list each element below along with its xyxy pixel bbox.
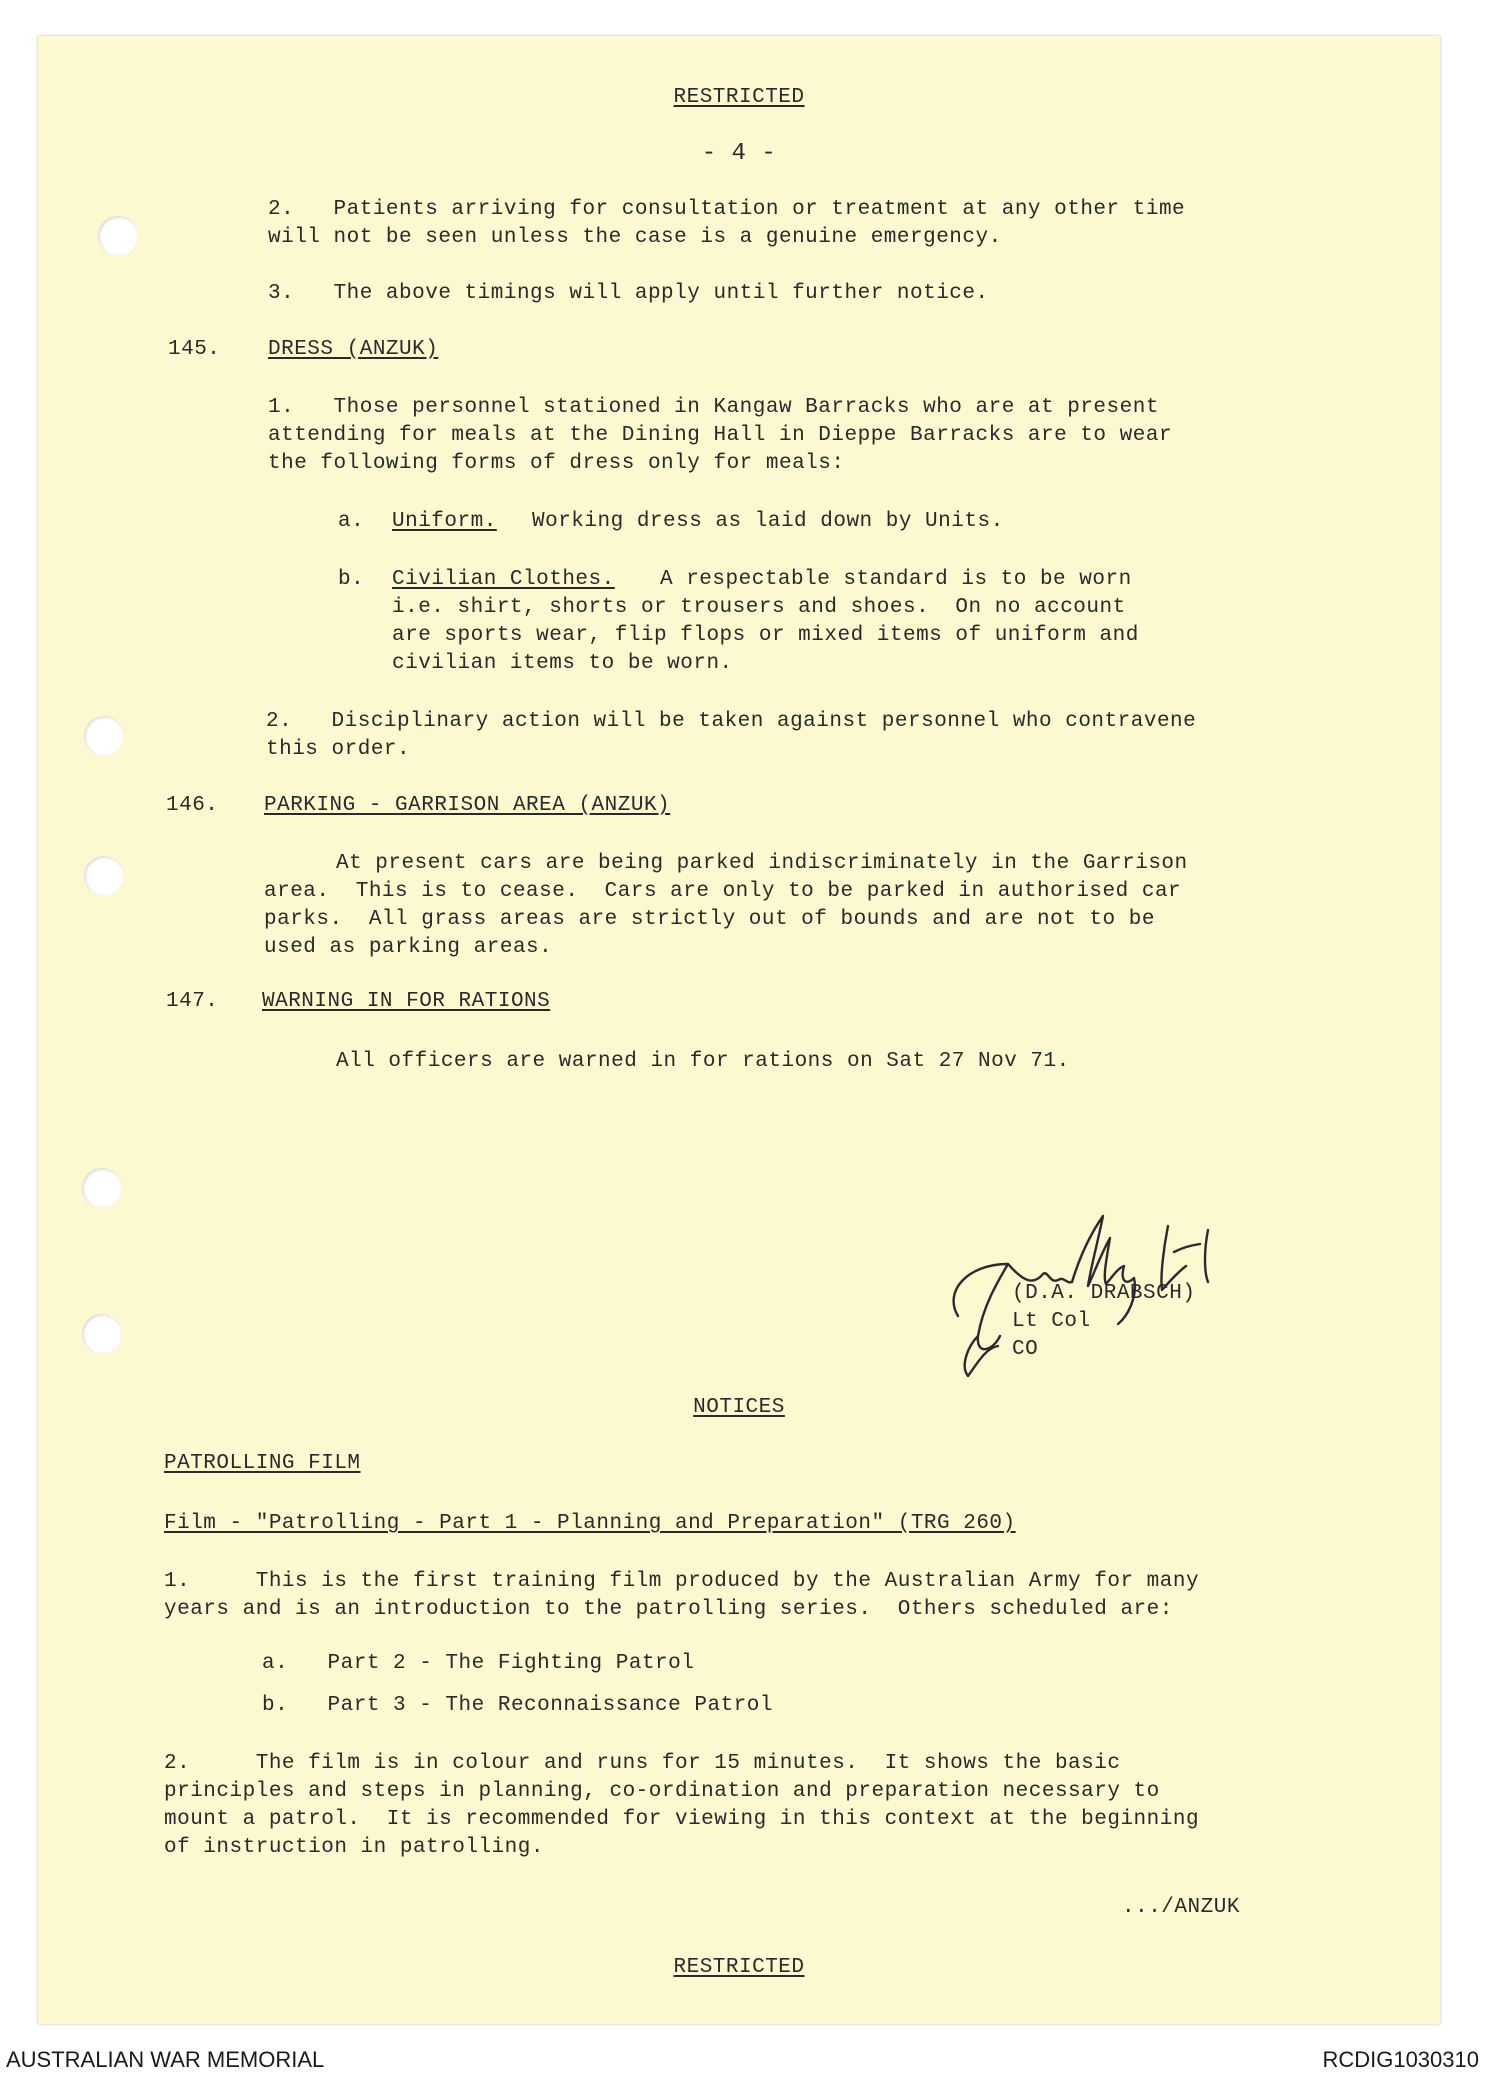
- item-146-text: used as parking areas.: [264, 936, 553, 959]
- notices-heading: NOTICES: [693, 1396, 785, 1419]
- subitem-text: i.e. shirt, shorts or trousers and shoes. On no account: [392, 596, 1126, 619]
- classification-header: RESTRICTED: [673, 86, 805, 109]
- notice-list-item: b. Part 3 - The Reconnaissance Patrol: [262, 1694, 773, 1717]
- punch-hole: [82, 1168, 122, 1208]
- page-number: - 4 -: [701, 140, 777, 167]
- item-number: 147.: [166, 990, 219, 1013]
- item-number: 145.: [168, 338, 221, 361]
- item-145-para-2: 2. Disciplinary action will be taken against personnel who contravene: [266, 710, 1197, 733]
- subitem-text: A respectable standard is to be worn: [660, 568, 1132, 591]
- notice-list-item: a. Part 2 - The Fighting Patrol: [262, 1652, 695, 1675]
- notice-para-2: of instruction in patrolling.: [164, 1836, 544, 1859]
- item-title: PARKING - GARRISON AREA (ANZUK): [264, 794, 671, 817]
- classification-footer: RESTRICTED: [673, 1956, 805, 1979]
- item-145-para-1: attending for meals at the Dining Hall in Dieppe Barracks are to wear: [268, 424, 1173, 447]
- film-title: Film - "Patrolling - Part 1 - Planning and Preparation" (TRG 260): [164, 1512, 1016, 1535]
- item-144-para-2: 2. Patients arriving for consultation or treatment at any other time: [268, 198, 1186, 221]
- subitem-label: b.: [338, 568, 365, 591]
- notice-para-1: 1. This is the first training film produced by the Australian Army for many: [164, 1570, 1200, 1593]
- signatory-rank: Lt Col: [1012, 1310, 1091, 1333]
- subitem-label: a.: [338, 510, 365, 533]
- item-147-text: All officers are warned in for rations on Sat 27 Nov 71.: [336, 1050, 1070, 1073]
- notice-para-2: mount a patrol. It is recommended for viewing in this context at the beginning: [164, 1808, 1200, 1831]
- item-145-para-1: the following forms of dress only for meals:: [268, 452, 845, 475]
- item-145-para-1: 1. Those personnel stationed in Kangaw Barracks who are at present: [268, 396, 1159, 419]
- subitem-heading: Civilian Clothes.: [392, 568, 615, 591]
- item-146-text: parks. All grass areas are strictly out of bounds and are not to be: [264, 908, 1155, 931]
- notice-para-2: 2. The film is in colour and runs for 15 minutes. It shows the basic: [164, 1752, 1121, 1775]
- punch-hole: [84, 856, 124, 896]
- punch-hole: [98, 216, 138, 256]
- notice-subheading: PATROLLING FILM: [164, 1452, 361, 1475]
- archive-id: RCDIG1030310: [1322, 2047, 1479, 2072]
- item-145-para-2: this order.: [266, 738, 411, 761]
- subitem-text: Working dress as laid down by Units.: [532, 510, 1004, 533]
- subitem-heading: Uniform.: [392, 510, 497, 533]
- notice-para-1: years and is an introduction to the patrolling series. Others scheduled are:: [164, 1598, 1173, 1621]
- signatory-name: (D.A. DRABSCH): [1012, 1282, 1196, 1305]
- subitem-text: are sports wear, flip flops or mixed items of uniform and: [392, 624, 1139, 647]
- item-144-para-3: 3. The above timings will apply until further notice.: [268, 282, 989, 305]
- item-title: WARNING IN FOR RATIONS: [262, 990, 551, 1013]
- item-146-text: At present cars are being parked indiscriminately in the Garrison: [336, 852, 1188, 875]
- punch-hole: [84, 716, 124, 756]
- item-146-text: area. This is to cease. Cars are only to be parked in authorised car: [264, 880, 1182, 903]
- document-page: [38, 36, 1440, 2024]
- item-title: DRESS (ANZUK): [268, 338, 439, 361]
- item-number: 146.: [166, 794, 219, 817]
- item-144-para-2: will not be seen unless the case is a genuine emergency.: [268, 226, 1002, 249]
- notice-para-2: principles and steps in planning, co-ordination and preparation necessary to: [164, 1780, 1160, 1803]
- punch-hole: [82, 1314, 122, 1354]
- archive-credit: AUSTRALIAN WAR MEMORIAL: [6, 2047, 325, 2072]
- signatory-appointment: CO: [1012, 1338, 1039, 1361]
- subitem-text: civilian items to be worn.: [392, 652, 733, 675]
- continuation-marker: .../ANZUK: [1122, 1896, 1240, 1919]
